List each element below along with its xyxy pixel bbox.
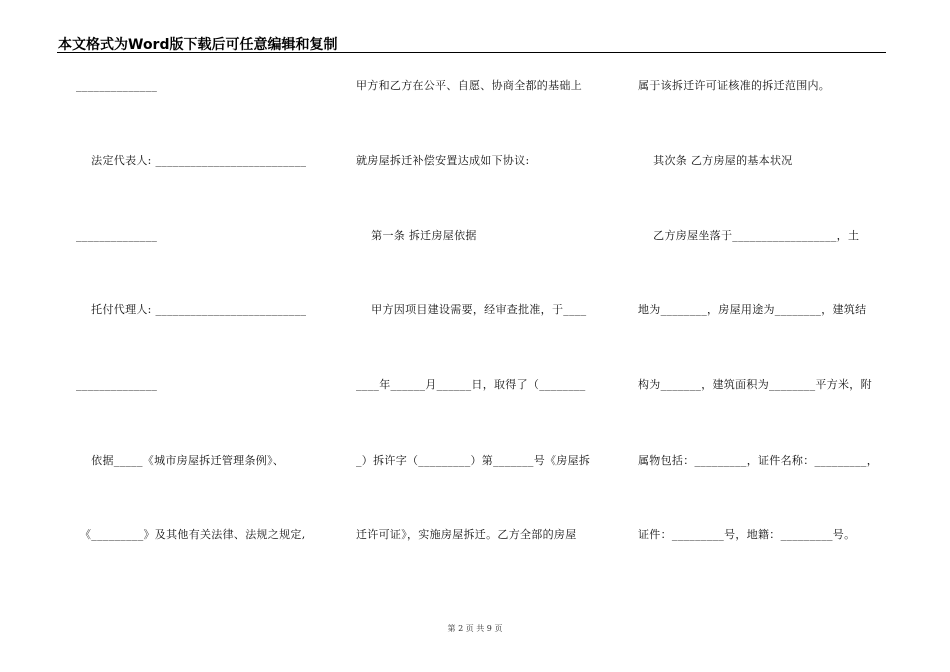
text-line: 构为_______，建筑面积为________平方米，附: [638, 378, 872, 391]
text-line: 托付代理人: __________________________: [76, 303, 307, 316]
page-header-title: 本文格式为Word版下载后可任意编辑和复制: [58, 37, 338, 53]
text-column-3: [638, 0, 888, 672]
text-line: 《_________》及其他有关法律、法规之规定,: [80, 528, 306, 541]
page-number-footer: 第 2 页 共 9 页: [447, 624, 503, 633]
text-line: 就房屋拆迁补偿安置达成如下协议:: [356, 154, 530, 167]
text-line: ______________: [76, 378, 158, 391]
text-line: 第一条 拆迁房屋依据: [356, 229, 477, 242]
text-line: 地为________，房屋用途为________，建筑结: [638, 303, 867, 316]
text-line: ____年______月______日，取得了（________: [356, 378, 586, 391]
text-line: _）拆许字（_________）第_______号《房屋拆: [356, 454, 591, 467]
text-line: 乙方房屋坐落于__________________，土: [638, 229, 860, 242]
text-line: 甲方因项目建设需要，经审查批准，于____: [356, 303, 587, 316]
text-line: 其次条 乙方房屋的基本状况: [638, 154, 793, 167]
text-line: 属物包括：_________，证件名称：_________，: [638, 454, 878, 467]
text-line: 法定代表人: __________________________: [76, 154, 307, 167]
text-line: ______________: [76, 79, 158, 92]
text-line: 迁许可证》，实施房屋拆迁。乙方全部的房屋: [356, 528, 577, 541]
text-column-1: [76, 0, 326, 672]
text-column-2: [356, 0, 606, 672]
text-line: 证件：_________号，地籍：_________号。: [638, 528, 856, 541]
text-line: ______________: [76, 229, 158, 242]
text-line: 依据_____《城市房屋拆迁管理条例》、: [76, 454, 285, 467]
text-line: 属于该拆迁许可证核准的拆迁范围内。: [638, 79, 831, 92]
text-line: 甲方和乙方在公平、自愿、协商全都的基础上: [356, 79, 582, 92]
